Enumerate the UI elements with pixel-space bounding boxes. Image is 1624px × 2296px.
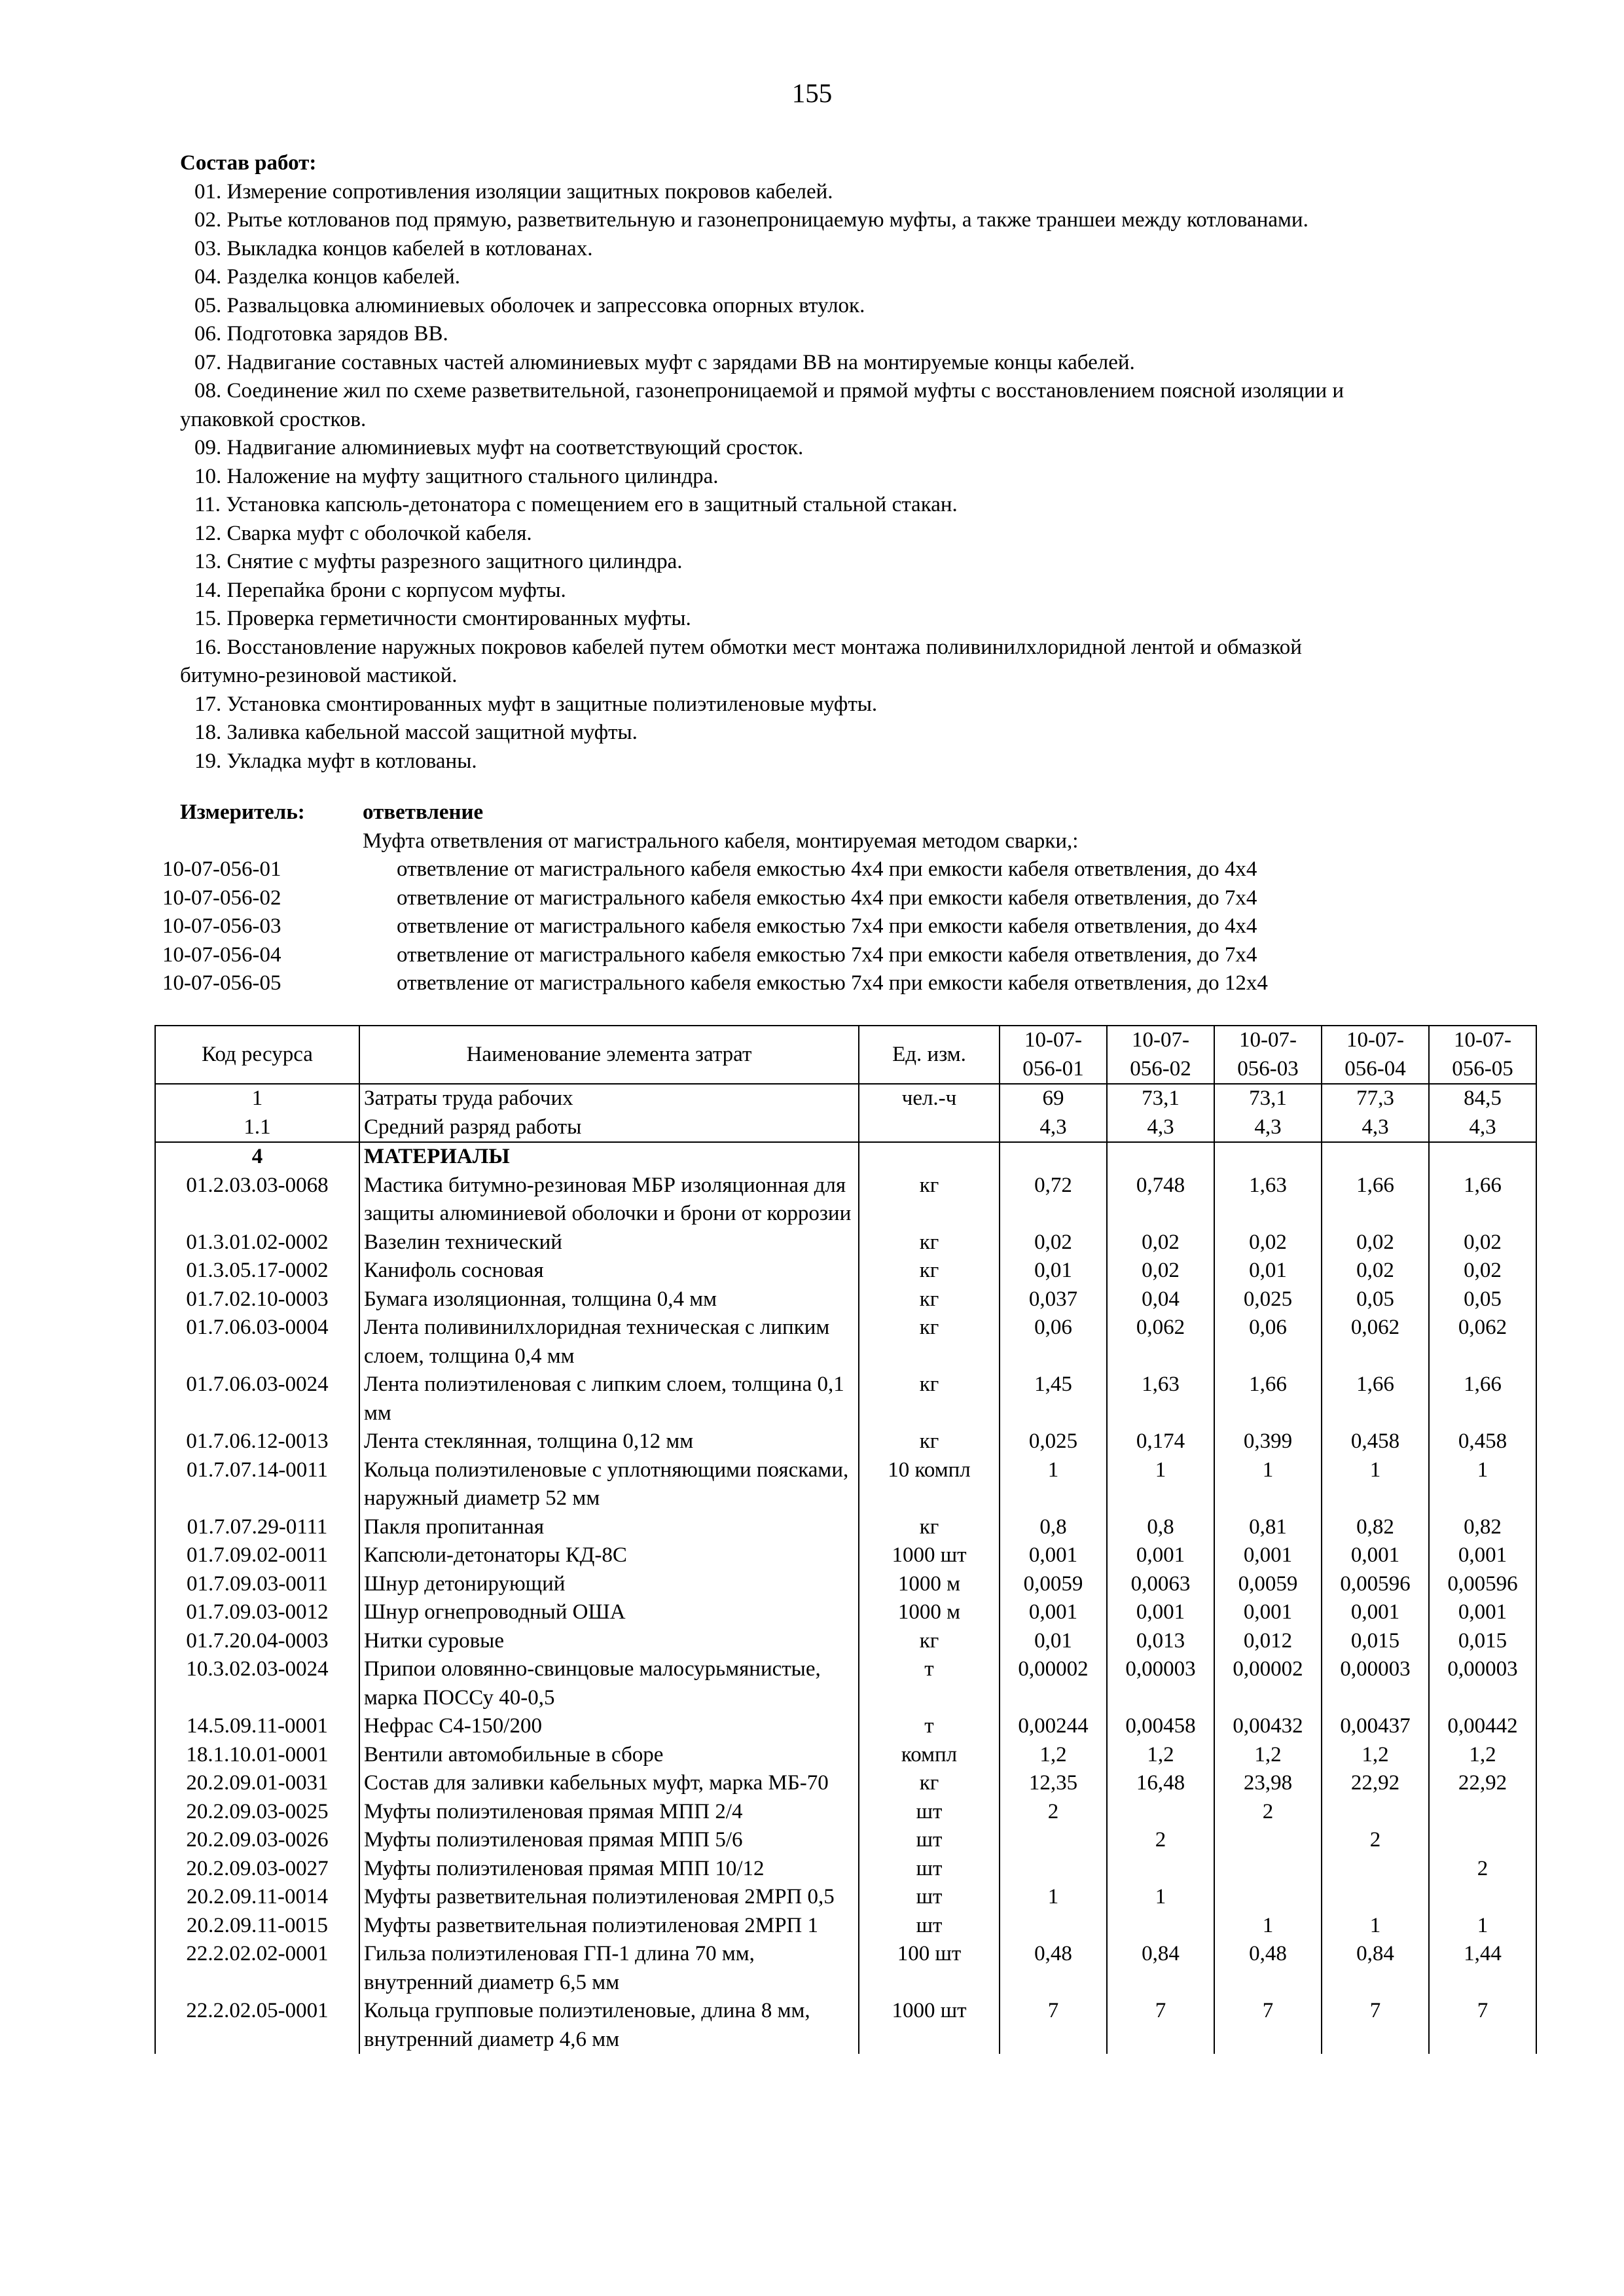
resource-value: 0,062 — [1107, 1314, 1214, 1371]
resource-value: 1 — [1214, 1456, 1322, 1513]
resource-name: Припои оловянно-свинцовые малосурьмянистые, марка ПОССу 40-0,5 — [359, 1655, 859, 1712]
table-row — [155, 1513, 1536, 1542]
resource-value: 0,00002 — [1214, 1655, 1322, 1712]
table-row — [155, 1627, 1536, 1656]
resource-value: 0,84 — [1107, 1940, 1214, 1997]
variant-text: ответвление от магистрального кабеля емкостью 7х4 при емкости кабеля ответвления, до 4х4 — [397, 914, 1257, 938]
resource-name: Кольца групповые полиэтиленовые, длина 8 мм, внутренний диаметр 4,6 мм — [359, 1997, 859, 2054]
resource-unit: 1000 м — [859, 1570, 1000, 1599]
resource-unit — [859, 1113, 1000, 1143]
resource-value: 4,3 — [1322, 1113, 1429, 1143]
resource-value: 7 — [1429, 1997, 1536, 2054]
work-item: битумно-резиновой мастикой. — [180, 664, 458, 687]
meter-variant — [162, 884, 1537, 913]
work-composition — [180, 149, 1528, 776]
resource-value: 7 — [1214, 1997, 1322, 2054]
resource-value — [1429, 1142, 1536, 1172]
resource-value: 0,05 — [1322, 1285, 1429, 1314]
resource-name: Пакля пропитанная — [359, 1513, 859, 1542]
resource-name: МАТЕРИАЛЫ — [359, 1142, 859, 1172]
resource-code: 20.2.09.03-0027 — [155, 1855, 359, 1884]
table-row — [155, 1769, 1536, 1798]
resource-unit: шт — [859, 1855, 1000, 1884]
resource-value — [1429, 1826, 1536, 1855]
resource-value — [1000, 1142, 1107, 1172]
resource-unit: 100 шт — [859, 1940, 1000, 1997]
resource-value — [1429, 1883, 1536, 1912]
resource-unit: 1000 шт — [859, 1997, 1000, 2054]
resource-value: 0,81 — [1214, 1513, 1322, 1542]
table-row — [155, 1084, 1536, 1113]
resource-value: 0,0063 — [1107, 1570, 1214, 1599]
resource-value: 0,00458 — [1107, 1712, 1214, 1741]
table-row — [155, 1712, 1536, 1741]
resource-name: Муфты разветвительная полиэтиленовая 2МРП 1 — [359, 1912, 859, 1941]
resource-code: 01.7.20.04-0003 — [155, 1627, 359, 1656]
resource-value: 0,72 — [1000, 1172, 1107, 1229]
resource-name: Шнур огнепроводный ОША — [359, 1598, 859, 1627]
table-row — [155, 1598, 1536, 1627]
work-item: 09. Надвигание алюминиевых муфт на соответствующий сросток. — [194, 436, 804, 459]
resource-value: 73,1 — [1214, 1084, 1322, 1113]
resource-value — [1000, 1912, 1107, 1941]
resource-value — [1322, 1798, 1429, 1827]
table-row — [155, 1427, 1536, 1456]
resource-value: 1 — [1322, 1456, 1429, 1513]
resource-name: Лента полиэтиленовая с липким слоем, толщина 0,1 мм — [359, 1371, 859, 1427]
resource-value: 1 — [1429, 1456, 1536, 1513]
resource-value: 0,82 — [1429, 1513, 1536, 1542]
resource-value: 1,63 — [1107, 1371, 1214, 1427]
resource-name: Вазелин технический — [359, 1229, 859, 1257]
resource-name: Шнур детонирующий — [359, 1570, 859, 1599]
resource-value: 0,001 — [1000, 1541, 1107, 1570]
resource-value: 0,0059 — [1214, 1570, 1322, 1599]
column-header: 10-07- 056-01 — [1000, 1026, 1107, 1084]
resource-name: Муфты полиэтиленовая прямая МПП 2/4 — [359, 1798, 859, 1827]
resource-value: 0,82 — [1322, 1513, 1429, 1542]
work-item: 12. Сварка муфт с оболочкой кабеля. — [194, 521, 532, 545]
column-header: Код ресурса — [155, 1026, 359, 1084]
resource-value — [1322, 1142, 1429, 1172]
resource-value: 0,00437 — [1322, 1712, 1429, 1741]
resource-value: 0,48 — [1214, 1940, 1322, 1997]
table-row — [155, 1142, 1536, 1172]
resource-value: 69 — [1000, 1084, 1107, 1113]
resource-value: 0,01 — [1214, 1257, 1322, 1285]
resource-value: 0,00003 — [1429, 1655, 1536, 1712]
resource-code: 20.2.09.03-0025 — [155, 1798, 359, 1827]
work-item: 11. Установка капсюль-детонатора с помещением его в защитный стальной стакан. — [194, 493, 958, 516]
resource-unit: кг — [859, 1371, 1000, 1427]
work-item: упаковкой сростков. — [180, 407, 367, 431]
resource-value: 1 — [1107, 1456, 1214, 1513]
resource-value: 2 — [1214, 1798, 1322, 1827]
resource-code: 01.7.06.03-0004 — [155, 1314, 359, 1371]
table-row — [155, 1172, 1536, 1229]
resource-value: 77,3 — [1322, 1084, 1429, 1113]
resource-value: 0,06 — [1000, 1314, 1107, 1371]
resource-value: 1,2 — [1429, 1741, 1536, 1770]
resource-value: 0,015 — [1322, 1627, 1429, 1656]
work-item: 06. Подготовка зарядов ВВ. — [194, 322, 448, 346]
resource-value: 0,05 — [1429, 1285, 1536, 1314]
table-row — [155, 1883, 1536, 1912]
variant-text: ответвление от магистрального кабеля емкостью 4х4 при емкости кабеля ответвления, до 4х4 — [397, 857, 1257, 881]
resource-unit: шт — [859, 1826, 1000, 1855]
resource-value — [1107, 1855, 1214, 1884]
resource-name: Средний разряд работы — [359, 1113, 859, 1143]
resource-value: 0,02 — [1429, 1257, 1536, 1285]
resource-name: Состав для заливки кабельных муфт, марка МБ-70 — [359, 1769, 859, 1798]
resource-value — [1214, 1142, 1322, 1172]
table-header-row — [155, 1026, 1536, 1084]
column-header: 10-07- 056-05 — [1429, 1026, 1536, 1084]
resource-value: 16,48 — [1107, 1769, 1214, 1798]
resource-value: 0,001 — [1429, 1598, 1536, 1627]
resource-value: 22,92 — [1429, 1769, 1536, 1798]
resource-value: 1,66 — [1214, 1371, 1322, 1427]
work-item: 07. Надвигание составных частей алюминиевых муфт с зарядами ВВ на монтируемые концы кабелей. — [194, 350, 1135, 374]
resource-value — [1000, 1826, 1107, 1855]
resource-unit: компл — [859, 1741, 1000, 1770]
resource-value: 0,025 — [1214, 1285, 1322, 1314]
resource-code: 22.2.02.05-0001 — [155, 1997, 359, 2054]
resource-value: 0,001 — [1429, 1541, 1536, 1570]
resource-name: Капсюли-детонаторы КД-8С — [359, 1541, 859, 1570]
resource-value: 0,062 — [1429, 1314, 1536, 1371]
resource-value: 1,44 — [1429, 1940, 1536, 1997]
resource-unit: шт — [859, 1798, 1000, 1827]
resource-code: 20.2.09.03-0026 — [155, 1826, 359, 1855]
table-row — [155, 1997, 1536, 2054]
resource-value: 1,66 — [1429, 1172, 1536, 1229]
table-row — [155, 1655, 1536, 1712]
variant-code: 10-07-056-05 — [162, 971, 281, 995]
resource-value: 22,92 — [1322, 1769, 1429, 1798]
resource-value: 0,399 — [1214, 1427, 1322, 1456]
resource-code: 01.7.07.29-0111 — [155, 1513, 359, 1542]
resource-name: Кольца полиэтиленовые с уплотняющими поясками, наружный диаметр 52 мм — [359, 1456, 859, 1513]
work-item: 08. Соединение жил по схеме разветвительной, газонепроницаемой и прямой муфты с восстановлением поясной изоляции и — [194, 379, 1344, 403]
resource-code: 22.2.02.02-0001 — [155, 1940, 359, 1997]
resource-code: 20.2.09.01-0031 — [155, 1769, 359, 1798]
resource-value: 4,3 — [1429, 1113, 1536, 1143]
work-item: 05. Развальцовка алюминиевых оболочек и запрессовка опорных втулок. — [194, 293, 865, 317]
resource-unit: чел.-ч — [859, 1084, 1000, 1113]
resource-value: 0,174 — [1107, 1427, 1214, 1456]
resource-value: 1 — [1000, 1456, 1107, 1513]
resource-value: 1 — [1429, 1912, 1536, 1941]
resource-value: 0,02 — [1322, 1257, 1429, 1285]
resource-value: 0,00596 — [1429, 1570, 1536, 1599]
resource-value: 0,84 — [1322, 1940, 1429, 1997]
resource-value: 1 — [1107, 1883, 1214, 1912]
table-row — [155, 1456, 1536, 1513]
resource-unit: кг — [859, 1257, 1000, 1285]
resource-value: 0,001 — [1322, 1541, 1429, 1570]
resource-value: 1,2 — [1000, 1741, 1107, 1770]
variant-code: 10-07-056-03 — [162, 914, 281, 938]
work-item: 13. Снятие с муфты разрезного защитного цилиндра. — [194, 550, 683, 573]
resource-value: 0,458 — [1322, 1427, 1429, 1456]
resource-value — [1322, 1855, 1429, 1884]
resource-value: 1,45 — [1000, 1371, 1107, 1427]
resource-value: 0,01 — [1000, 1627, 1107, 1656]
resource-value — [1000, 1855, 1107, 1884]
resource-value: 73,1 — [1107, 1084, 1214, 1113]
resource-value: 0,062 — [1322, 1314, 1429, 1371]
resource-name: Муфты полиэтиленовая прямая МПП 10/12 — [359, 1855, 859, 1884]
resource-unit: т — [859, 1712, 1000, 1741]
resource-value: 0,001 — [1214, 1598, 1322, 1627]
resource-value: 4,3 — [1214, 1113, 1322, 1143]
column-header: 10-07- 056-03 — [1214, 1026, 1322, 1084]
column-header: 10-07- 056-04 — [1322, 1026, 1429, 1084]
resource-code: 1.1 — [155, 1113, 359, 1143]
resource-unit: кг — [859, 1513, 1000, 1542]
resource-code: 01.3.05.17-0002 — [155, 1257, 359, 1285]
meter-variant — [162, 969, 1537, 998]
resource-value: 2 — [1429, 1855, 1536, 1884]
resource-code: 01.7.06.03-0024 — [155, 1371, 359, 1427]
variant-code: 10-07-056-04 — [162, 942, 281, 967]
resource-value: 0,00596 — [1322, 1570, 1429, 1599]
resource-unit: т — [859, 1655, 1000, 1712]
resource-unit: кг — [859, 1285, 1000, 1314]
work-composition-title: Состав работ: — [180, 151, 317, 175]
resource-value: 2 — [1107, 1826, 1214, 1855]
resource-code: 10.3.02.03-0024 — [155, 1655, 359, 1712]
resource-value: 0,02 — [1107, 1257, 1214, 1285]
resource-name: Гильза полиэтиленовая ГП-1 длина 70 мм, внутренний диаметр 6,5 мм — [359, 1940, 859, 1997]
resource-code: 01.7.09.03-0011 — [155, 1570, 359, 1599]
resource-value: 1 — [1214, 1912, 1322, 1941]
resource-value: 0,001 — [1322, 1598, 1429, 1627]
resource-name: Канифоль сосновая — [359, 1257, 859, 1285]
resource-unit: кг — [859, 1229, 1000, 1257]
resource-code: 20.2.09.11-0014 — [155, 1883, 359, 1912]
work-item: 18. Заливка кабельной массой защитной муфты. — [194, 721, 638, 744]
work-item: 19. Укладка муфт в котлованы. — [194, 749, 477, 773]
table-row — [155, 1798, 1536, 1827]
table-row — [155, 1741, 1536, 1770]
table-row — [155, 1314, 1536, 1371]
work-item: 01. Измерение сопротивления изоляции защитных покровов кабелей. — [194, 179, 833, 204]
meter-variants-list — [162, 855, 1537, 998]
resource-name: Нефрас С4-150/200 — [359, 1712, 859, 1741]
variant-text: ответвление от магистрального кабеля емкостью 4х4 при емкости кабеля ответвления, до 7х4 — [397, 886, 1257, 910]
resource-value: 1,66 — [1429, 1371, 1536, 1427]
resource-name: Мастика битумно-резиновая МБР изоляционная для защиты алюминиевой оболочки и брони от коррозии — [359, 1172, 859, 1229]
resource-code: 4 — [155, 1142, 359, 1172]
resource-code: 01.7.09.03-0012 — [155, 1598, 359, 1627]
meter-variant — [162, 941, 1537, 970]
variant-code: 10-07-056-02 — [162, 886, 281, 910]
table-row — [155, 1113, 1536, 1143]
resource-code: 01.7.02.10-0003 — [155, 1285, 359, 1314]
resource-code: 01.7.09.02-0011 — [155, 1541, 359, 1570]
resource-name: Лента поливинилхлоридная техническая с липким слоем, толщина 0,4 мм — [359, 1314, 859, 1371]
resource-value: 1,66 — [1322, 1371, 1429, 1427]
resource-unit: 1000 м — [859, 1598, 1000, 1627]
resource-value: 1,63 — [1214, 1172, 1322, 1229]
resource-value: 0,48 — [1000, 1940, 1107, 1997]
column-header: 10-07- 056-02 — [1107, 1026, 1214, 1084]
variant-text: ответвление от магистрального кабеля емкостью 7х4 при емкости кабеля ответвления, до 7х4 — [397, 942, 1257, 967]
resource-value: 4,3 — [1000, 1113, 1107, 1143]
work-item: 15. Проверка герметичности смонтированных муфты. — [194, 607, 691, 630]
resource-value: 0,00003 — [1107, 1655, 1214, 1712]
resource-unit: кг — [859, 1314, 1000, 1371]
work-item: 03. Выкладка концов кабелей в котлованах. — [194, 236, 593, 260]
resource-value — [1107, 1912, 1214, 1941]
table-row — [155, 1371, 1536, 1427]
resource-value — [1107, 1798, 1214, 1827]
resource-value: 0,00002 — [1000, 1655, 1107, 1712]
work-item: 04. Разделка концов кабелей. — [194, 265, 460, 289]
table-row — [155, 1570, 1536, 1599]
resource-name: Муфты полиэтиленовая прямая МПП 5/6 — [359, 1826, 859, 1855]
resource-unit: кг — [859, 1627, 1000, 1656]
resource-unit: шт — [859, 1912, 1000, 1941]
resource-value — [1214, 1826, 1322, 1855]
resource-code: 14.5.09.11-0001 — [155, 1712, 359, 1741]
resource-value — [1322, 1883, 1429, 1912]
resource-value: 0,06 — [1214, 1314, 1322, 1371]
meter-description: Муфта ответвления от магистрального кабеля, монтируемая методом сварки,: — [363, 829, 1079, 853]
resource-value: 0,013 — [1107, 1627, 1214, 1656]
resource-value: 1,2 — [1322, 1741, 1429, 1770]
resource-value: 0,0059 — [1000, 1570, 1107, 1599]
resource-name: Лента стеклянная, толщина 0,12 мм — [359, 1427, 859, 1456]
resource-value: 0,8 — [1107, 1513, 1214, 1542]
variant-text: ответвление от магистрального кабеля емкостью 7х4 при емкости кабеля ответвления, до 12х4 — [397, 971, 1268, 995]
resource-name: Затраты труда рабочих — [359, 1084, 859, 1113]
resource-code: 01.7.06.12-0013 — [155, 1427, 359, 1456]
resource-value: 7 — [1107, 1997, 1214, 2054]
work-items-list — [180, 178, 1528, 776]
resource-value — [1429, 1798, 1536, 1827]
table-row — [155, 1855, 1536, 1884]
resource-value: 23,98 — [1214, 1769, 1322, 1798]
resource-cost-table — [154, 1025, 1537, 2054]
resource-value: 1 — [1322, 1912, 1429, 1941]
resource-code: 01.7.07.14-0011 — [155, 1456, 359, 1513]
resource-name: Нитки суровые — [359, 1627, 859, 1656]
meter-section — [162, 798, 1537, 998]
resource-value — [1107, 1142, 1214, 1172]
resource-value: 0,00432 — [1214, 1712, 1322, 1741]
page-number: 155 — [791, 78, 833, 108]
resource-unit: кг — [859, 1172, 1000, 1229]
resource-unit — [859, 1142, 1000, 1172]
resource-name: Вентили автомобильные в сборе — [359, 1741, 859, 1770]
table-row — [155, 1285, 1536, 1314]
resource-value: 0,02 — [1107, 1229, 1214, 1257]
resource-value — [1214, 1883, 1322, 1912]
resource-value: 0,001 — [1107, 1598, 1214, 1627]
resource-value: 0,02 — [1429, 1229, 1536, 1257]
resource-value: 0,04 — [1107, 1285, 1214, 1314]
meter-variant — [162, 912, 1537, 941]
resource-value: 0,458 — [1429, 1427, 1536, 1456]
column-header: Ед. изм. — [859, 1026, 1000, 1084]
work-item: 14. Перепайка брони с корпусом муфты. — [194, 578, 566, 602]
resource-name: Бумага изоляционная, толщина 0,4 мм — [359, 1285, 859, 1314]
work-item: 17. Установка смонтированных муфт в защитные полиэтиленовые муфты. — [194, 692, 878, 716]
resource-value: 84,5 — [1429, 1084, 1536, 1113]
resource-value: 1,2 — [1107, 1741, 1214, 1770]
table-row — [155, 1912, 1536, 1941]
resource-code: 01.3.01.02-0002 — [155, 1229, 359, 1257]
meter-variant — [162, 855, 1537, 884]
resource-value: 0,037 — [1000, 1285, 1107, 1314]
resource-code: 20.2.09.11-0015 — [155, 1912, 359, 1941]
resource-code: 18.1.10.01-0001 — [155, 1741, 359, 1770]
resource-value: 0,02 — [1322, 1229, 1429, 1257]
resource-name: Муфты разветвительная полиэтиленовая 2МРП 0,5 — [359, 1883, 859, 1912]
resource-value: 0,02 — [1214, 1229, 1322, 1257]
resource-unit: 1000 шт — [859, 1541, 1000, 1570]
table-body — [155, 1084, 1536, 2054]
resource-value — [1214, 1855, 1322, 1884]
meter-value: ответвление — [363, 800, 484, 824]
resource-value: 7 — [1000, 1997, 1107, 2054]
resource-unit: кг — [859, 1769, 1000, 1798]
resource-value: 7 — [1322, 1997, 1429, 2054]
resource-value: 0,012 — [1214, 1627, 1322, 1656]
resource-value: 0,001 — [1214, 1541, 1322, 1570]
table-row — [155, 1257, 1536, 1285]
table-row — [155, 1940, 1536, 1997]
resource-value: 1 — [1000, 1883, 1107, 1912]
resource-value: 4,3 — [1107, 1113, 1214, 1143]
resource-value: 0,02 — [1000, 1229, 1107, 1257]
table-row — [155, 1229, 1536, 1257]
resource-value: 0,00003 — [1322, 1655, 1429, 1712]
variant-code: 10-07-056-01 — [162, 857, 281, 881]
resource-code: 01.2.03.03-0068 — [155, 1172, 359, 1229]
table-row — [155, 1541, 1536, 1570]
resource-value: 0,01 — [1000, 1257, 1107, 1285]
resource-value: 2 — [1322, 1826, 1429, 1855]
resource-value: 0,00442 — [1429, 1712, 1536, 1741]
work-item: 16. Восстановление наружных покровов кабелей путем обмотки мест монтажа поливинилхлоридной лентой и обмазкой — [194, 635, 1302, 659]
resource-value: 0,00244 — [1000, 1712, 1107, 1741]
resource-code: 1 — [155, 1084, 359, 1113]
resource-value: 1,66 — [1322, 1172, 1429, 1229]
resource-value: 0,8 — [1000, 1513, 1107, 1542]
meter-label: Измеритель: — [180, 800, 305, 824]
resource-value: 0,015 — [1429, 1627, 1536, 1656]
resource-value: 0,001 — [1000, 1598, 1107, 1627]
resource-value: 12,35 — [1000, 1769, 1107, 1798]
resource-value: 2 — [1000, 1798, 1107, 1827]
resource-value: 1,2 — [1214, 1741, 1322, 1770]
column-header: Наименование элемента затрат — [359, 1026, 859, 1084]
resource-unit: шт — [859, 1883, 1000, 1912]
table-row — [155, 1826, 1536, 1855]
resource-value: 0,025 — [1000, 1427, 1107, 1456]
resource-value: 0,748 — [1107, 1172, 1214, 1229]
work-item: 02. Рытье котлованов под прямую, разветвительную и газонепроницаемую муфты, а также траншеи между котлованами. — [194, 208, 1308, 232]
resource-unit: кг — [859, 1427, 1000, 1456]
work-item: 10. Наложение на муфту защитного стального цилиндра. — [194, 464, 719, 488]
resource-value: 0,001 — [1107, 1541, 1214, 1570]
resource-unit: 10 компл — [859, 1456, 1000, 1513]
